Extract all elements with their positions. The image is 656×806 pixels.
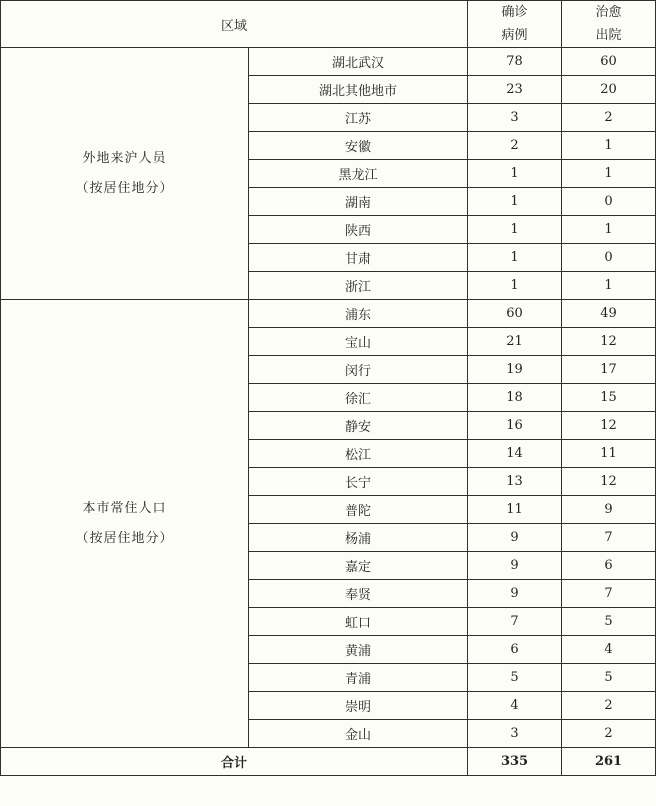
- confirmed-cell: 18: [468, 384, 562, 412]
- recovered-cell: 0: [562, 188, 656, 216]
- region-cell: 浦东: [249, 300, 468, 328]
- confirmed-cell: 1: [468, 244, 562, 272]
- confirmed-header-line2: 病例: [501, 28, 528, 43]
- recovered-header: [562, 1, 656, 48]
- confirmed-cell: 9: [468, 524, 562, 552]
- recovered-header-line1: 治愈: [595, 5, 622, 20]
- confirmed-header-line1: 确诊: [501, 5, 528, 20]
- confirmed-cell: 19: [468, 356, 562, 384]
- confirmed-cell: 23: [468, 76, 562, 104]
- total-recovered: 261: [562, 748, 656, 776]
- recovered-cell: 7: [562, 524, 656, 552]
- confirmed-cell: 5: [468, 664, 562, 692]
- recovered-cell: 12: [562, 412, 656, 440]
- recovered-cell: 1: [562, 216, 656, 244]
- confirmed-cell: 21: [468, 328, 562, 356]
- region-cell: 闵行: [249, 356, 468, 384]
- recovered-cell: 2: [562, 720, 656, 748]
- region-cell: 虹口: [249, 608, 468, 636]
- recovered-cell: 5: [562, 608, 656, 636]
- recovered-cell: 12: [562, 468, 656, 496]
- confirmed-cell: 1: [468, 216, 562, 244]
- region-cell: 浙江: [249, 272, 468, 300]
- region-cell: 金山: [249, 720, 468, 748]
- region-cell: 崇明: [249, 692, 468, 720]
- confirmed-cell: 9: [468, 580, 562, 608]
- confirmed-cell: 60: [468, 300, 562, 328]
- region-cell: 湖北其他地市: [249, 76, 468, 104]
- confirmed-cell: 1: [468, 188, 562, 216]
- region-cell: 青浦: [249, 664, 468, 692]
- confirmed-cell: 14: [468, 440, 562, 468]
- region-cell: 陕西: [249, 216, 468, 244]
- confirmed-header: [468, 1, 562, 48]
- confirmed-cell: 9: [468, 552, 562, 580]
- recovered-cell: 49: [562, 300, 656, 328]
- group-label-cell: [1, 48, 249, 300]
- region-header: 区域: [1, 1, 468, 48]
- region-cell: 松江: [249, 440, 468, 468]
- recovered-cell: 1: [562, 132, 656, 160]
- group-label-cell: [1, 300, 249, 748]
- region-cell: 杨浦: [249, 524, 468, 552]
- recovered-cell: 9: [562, 496, 656, 524]
- recovered-cell: 2: [562, 692, 656, 720]
- recovered-cell: 7: [562, 580, 656, 608]
- group-label-line2: （按居住地分）: [75, 530, 174, 546]
- confirmed-cell: 16: [468, 412, 562, 440]
- confirmed-cell: 3: [468, 104, 562, 132]
- confirmed-cell: 2: [468, 132, 562, 160]
- recovered-cell: 1: [562, 160, 656, 188]
- region-cell: 黑龙江: [249, 160, 468, 188]
- recovered-header-line2: 出院: [595, 28, 622, 43]
- total-label: 合计: [1, 748, 468, 776]
- recovered-cell: 11: [562, 440, 656, 468]
- recovered-cell: 4: [562, 636, 656, 664]
- region-cell: 甘肃: [249, 244, 468, 272]
- region-cell: 湖南: [249, 188, 468, 216]
- confirmed-cell: 13: [468, 468, 562, 496]
- recovered-cell: 6: [562, 552, 656, 580]
- confirmed-cell: 1: [468, 160, 562, 188]
- confirmed-cell: 11: [468, 496, 562, 524]
- table-header-row: [1, 1, 656, 48]
- table-row: [1, 300, 656, 328]
- confirmed-cell: 4: [468, 692, 562, 720]
- confirmed-cell: 6: [468, 636, 562, 664]
- region-cell: 黄浦: [249, 636, 468, 664]
- recovered-cell: 60: [562, 48, 656, 76]
- recovered-cell: 1: [562, 272, 656, 300]
- recovered-cell: 12: [562, 328, 656, 356]
- confirmed-cell: 3: [468, 720, 562, 748]
- confirmed-cell: 1: [468, 272, 562, 300]
- total-row: [1, 748, 656, 776]
- group-label-line1: 外地来沪人员: [82, 150, 167, 166]
- group-label-line1: 本市常住人口: [82, 500, 167, 516]
- region-cell: 静安: [249, 412, 468, 440]
- region-cell: 长宁: [249, 468, 468, 496]
- confirmed-cell: 78: [468, 48, 562, 76]
- recovered-cell: 20: [562, 76, 656, 104]
- recovered-cell: 0: [562, 244, 656, 272]
- region-cell: 普陀: [249, 496, 468, 524]
- region-cell: 江苏: [249, 104, 468, 132]
- region-cell: 奉贤: [249, 580, 468, 608]
- recovered-cell: 5: [562, 664, 656, 692]
- region-cell: 徐汇: [249, 384, 468, 412]
- region-cell: 嘉定: [249, 552, 468, 580]
- total-confirmed: 335: [468, 748, 562, 776]
- table-body: [1, 48, 656, 776]
- region-cell: 安徽: [249, 132, 468, 160]
- region-cell: 湖北武汉: [249, 48, 468, 76]
- group-label-line2: （按居住地分）: [75, 180, 174, 196]
- recovered-cell: 15: [562, 384, 656, 412]
- region-cell: 宝山: [249, 328, 468, 356]
- table-row: [1, 48, 656, 76]
- confirmed-cell: 7: [468, 608, 562, 636]
- recovered-cell: 17: [562, 356, 656, 384]
- recovered-cell: 2: [562, 104, 656, 132]
